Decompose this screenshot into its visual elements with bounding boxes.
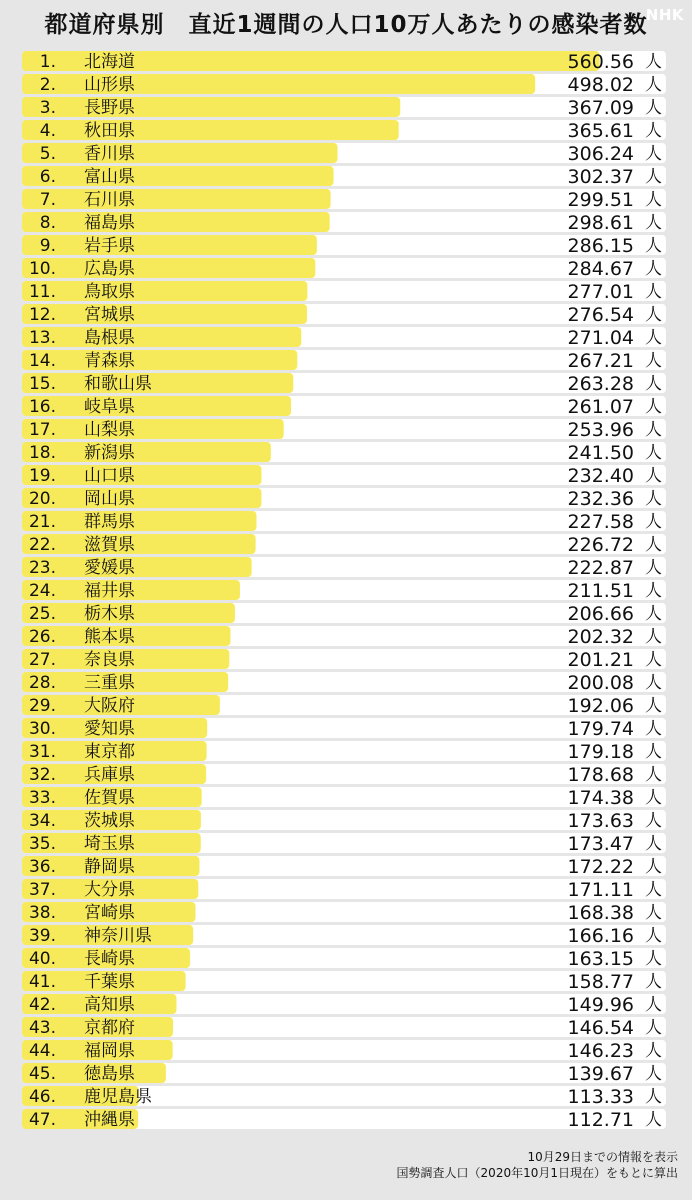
rank-number: 5. [39,144,56,164]
unit-label: 人 [645,443,662,463]
rank-number: 35. [28,834,56,854]
unit-label: 人 [645,144,662,164]
value-label: 271.04 [567,327,634,349]
footnote-date: 10月29日までの情報を表示 [527,1150,678,1164]
category-label: 大分県 [84,880,135,900]
category-label: 島根県 [84,328,135,348]
category-label: 福島県 [84,213,135,233]
category-label: 宮城県 [84,305,135,325]
rank-number: 30. [28,719,56,739]
unit-label: 人 [645,75,662,95]
value-label: 498.02 [567,74,634,96]
unit-label: 人 [645,190,662,210]
category-label: 山口県 [84,466,135,486]
unit-label: 人 [645,1087,662,1107]
unit-label: 人 [645,673,662,693]
value-label: 192.06 [567,695,634,717]
rank-number: 44. [28,1041,56,1061]
unit-label: 人 [645,213,662,233]
category-label: 富山県 [84,167,135,187]
unit-label: 人 [645,512,662,532]
category-label: 静岡県 [84,857,135,877]
rank-number: 20. [28,489,56,509]
value-label: 139.67 [567,1063,634,1085]
footnotes [397,1149,678,1181]
rank-number: 17. [28,420,56,440]
category-label: 沖縄県 [84,1110,135,1130]
category-label: 青森県 [84,351,135,371]
unit-label: 人 [645,995,662,1015]
category-label: 奈良県 [84,650,135,670]
unit-label: 人 [645,489,662,509]
value-label: 263.28 [567,373,634,395]
category-label: 大阪府 [84,696,135,716]
bar [22,419,284,439]
value-label: 200.08 [567,672,634,694]
chart-title: 都道府県別 直近1週間の人口10万人あたりの感染者数 [44,12,648,38]
unit-label: 人 [645,1064,662,1084]
value-label: 179.18 [567,741,634,763]
unit-label: 人 [645,167,662,187]
unit-label: 人 [645,604,662,624]
unit-label: 人 [645,259,662,279]
category-label: 岐阜県 [84,397,135,417]
value-label: 298.61 [567,212,634,234]
rank-number: 36. [28,857,56,877]
rank-number: 9. [39,236,56,256]
unit-label: 人 [645,374,662,394]
value-label: 277.01 [567,281,634,303]
unit-label: 人 [645,1018,662,1038]
category-label: 福井県 [84,581,135,601]
category-label: 山形県 [84,75,135,95]
category-label: 茨城県 [84,811,135,831]
category-label: 三重県 [84,673,135,693]
bar [22,373,293,393]
value-label: 222.87 [567,557,634,579]
value-label: 286.15 [567,235,634,257]
value-label: 232.40 [567,465,634,487]
value-label: 253.96 [567,419,634,441]
unit-label: 人 [645,696,662,716]
category-label: 高知県 [84,995,135,1015]
value-label: 173.63 [567,810,634,832]
unit-label: 人 [645,834,662,854]
unit-label: 人 [645,903,662,923]
rank-number: 47. [28,1110,56,1130]
rank-number: 31. [28,742,56,762]
unit-label: 人 [645,282,662,302]
category-label: 新潟県 [84,443,135,463]
value-label: 174.38 [567,787,634,809]
value-label: 171.11 [567,879,634,901]
category-label: 栃木県 [84,604,135,624]
bar [22,143,338,163]
category-label: 徳島県 [84,1064,135,1084]
bar [22,396,291,416]
category-label: 宮崎県 [84,903,135,923]
value-label: 113.33 [567,1086,634,1108]
rank-number: 15. [28,374,56,394]
unit-label: 人 [645,880,662,900]
unit-label: 人 [645,236,662,256]
value-label: 227.58 [567,511,634,533]
rank-number: 14. [28,351,56,371]
rank-number: 21. [28,512,56,532]
unit-label: 人 [645,466,662,486]
rank-number: 40. [28,949,56,969]
category-label: 鹿児島県 [84,1087,152,1107]
rank-number: 10. [28,259,56,279]
unit-label: 人 [645,811,662,831]
category-label: 埼玉県 [84,834,135,854]
bar [22,465,261,485]
value-label: 179.74 [567,718,634,740]
rank-number: 23. [28,558,56,578]
rank-number: 38. [28,903,56,923]
category-label: 秋田県 [84,121,135,141]
unit-label: 人 [645,351,662,371]
rank-number: 13. [28,328,56,348]
footnote-source: 国勢調査人口（2020年10月1日現在）をもとに算出 [396,1166,678,1180]
rank-number: 1. [39,52,56,72]
category-label: 京都府 [84,1018,135,1038]
unit-label: 人 [645,949,662,969]
rank-number: 33. [28,788,56,808]
unit-label: 人 [645,581,662,601]
rank-number: 16. [28,397,56,417]
value-label: 276.54 [567,304,634,326]
unit-label: 人 [645,52,662,72]
category-label: 石川県 [84,190,135,210]
rank-number: 12. [28,305,56,325]
rank-number: 45. [28,1064,56,1084]
bar [22,327,301,347]
value-label: 284.67 [567,258,634,280]
bar [22,120,399,140]
value-label: 146.54 [567,1017,634,1039]
category-label: 長野県 [84,98,135,118]
rank-number: 22. [28,535,56,555]
value-label: 302.37 [567,166,634,188]
rank-number: 43. [28,1018,56,1038]
unit-label: 人 [645,1041,662,1061]
category-label: 北海道 [84,52,135,72]
unit-label: 人 [645,719,662,739]
value-label: 166.16 [567,925,634,947]
unit-label: 人 [645,420,662,440]
rank-number: 19. [28,466,56,486]
value-label: 158.77 [567,971,634,993]
value-label: 163.15 [567,948,634,970]
category-label: 岡山県 [84,489,135,509]
rank-number: 3. [39,98,56,118]
category-label: 愛知県 [84,719,135,739]
value-label: 261.07 [567,396,634,418]
value-label: 365.61 [567,120,634,142]
nhk-logo: NHK [645,6,684,24]
value-label: 202.32 [567,626,634,648]
value-label: 172.22 [567,856,634,878]
rank-number: 39. [28,926,56,946]
rank-number: 7. [39,190,56,210]
value-label: 206.66 [567,603,634,625]
bar [22,557,252,577]
category-label: 和歌山県 [84,374,152,394]
bar [22,97,400,117]
unit-label: 人 [645,972,662,992]
rank-number: 46. [28,1087,56,1107]
category-label: 岩手県 [84,236,135,256]
unit-label: 人 [645,857,662,877]
bar [22,442,271,462]
category-label: 千葉県 [84,972,135,992]
value-label: 146.23 [567,1040,634,1062]
rank-number: 6. [39,167,56,187]
rank-number: 42. [28,995,56,1015]
bar [22,304,307,324]
bar [22,166,334,186]
value-label: 306.24 [567,143,634,165]
rank-number: 8. [39,213,56,233]
category-label: 福岡県 [84,1041,135,1061]
category-label: 香川県 [84,144,135,164]
bar [22,488,261,508]
value-label: 211.51 [567,580,634,602]
bar [22,534,256,554]
bar [22,350,297,370]
rank-number: 28. [28,673,56,693]
category-label: 兵庫県 [84,765,135,785]
unit-label: 人 [645,121,662,141]
unit-label: 人 [645,765,662,785]
category-label: 山梨県 [84,420,135,440]
rank-number: 37. [28,880,56,900]
unit-label: 人 [645,627,662,647]
unit-label: 人 [645,650,662,670]
unit-label: 人 [645,535,662,555]
value-label: 241.50 [567,442,634,464]
category-label: 鳥取県 [84,282,135,302]
rank-number: 2. [39,75,56,95]
value-label: 201.21 [567,649,634,671]
category-label: 神奈川県 [84,926,152,946]
value-label: 367.09 [567,97,634,119]
value-label: 168.38 [567,902,634,924]
bar [22,511,256,531]
category-label: 広島県 [84,259,135,279]
unit-label: 人 [645,328,662,348]
rank-number: 29. [28,696,56,716]
value-label: 112.71 [567,1109,634,1131]
category-label: 長崎県 [84,949,135,969]
rank-number: 27. [28,650,56,670]
value-label: 226.72 [567,534,634,556]
unit-label: 人 [645,926,662,946]
category-label: 滋賀県 [84,535,135,555]
value-label: 149.96 [567,994,634,1016]
value-label: 299.51 [567,189,634,211]
category-label: 熊本県 [84,627,135,647]
category-label: 東京都 [84,742,135,762]
rank-number: 25. [28,604,56,624]
bar [22,212,330,232]
value-label: 173.47 [567,833,634,855]
value-label: 232.36 [567,488,634,510]
unit-label: 人 [645,1110,662,1130]
bar [22,281,307,301]
unit-label: 人 [645,788,662,808]
rank-number: 24. [28,581,56,601]
category-label: 佐賀県 [84,788,135,808]
rank-number: 18. [28,443,56,463]
value-label: 560.56 [567,51,634,73]
unit-label: 人 [645,558,662,578]
category-label: 愛媛県 [84,558,135,578]
unit-label: 人 [645,397,662,417]
rank-number: 26. [28,627,56,647]
bar [22,258,315,278]
category-label: 群馬県 [84,512,135,532]
value-label: 178.68 [567,764,634,786]
value-label: 267.21 [567,350,634,372]
bar [22,235,317,255]
rank-number: 41. [28,972,56,992]
rank-number: 4. [39,121,56,141]
rank-number: 32. [28,765,56,785]
rank-number: 11. [28,282,56,302]
rank-number: 34. [28,811,56,831]
unit-label: 人 [645,742,662,762]
bar [22,189,331,209]
unit-label: 人 [645,305,662,325]
unit-label: 人 [645,98,662,118]
